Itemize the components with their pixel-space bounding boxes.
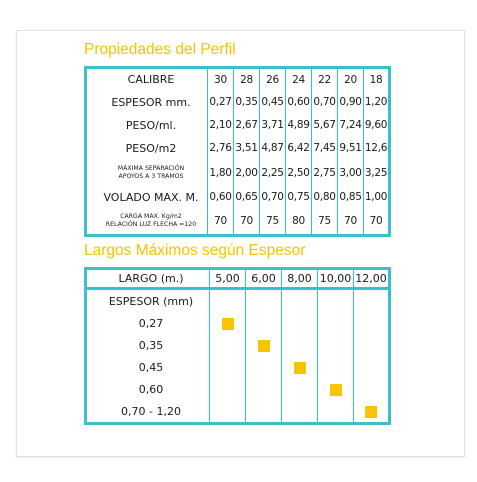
span-cell	[282, 356, 318, 378]
span-cell	[246, 400, 282, 424]
profile-cell: 9,60	[364, 114, 390, 137]
profile-cell: 3,25	[364, 160, 390, 186]
profile-cell: 0,65	[234, 186, 260, 209]
span-cell	[318, 289, 354, 313]
profile-row-label-line: RELACIÓN LUZ FLECHA =120	[105, 221, 197, 229]
profile-cell: 0,70	[260, 186, 286, 209]
span-cell	[246, 334, 282, 356]
span-cell	[318, 400, 354, 424]
profile-row-label-line: VOLADO MAX. M.	[103, 190, 199, 204]
span-cell	[282, 400, 318, 424]
profile-cell: 2,00	[234, 160, 260, 186]
span-cell	[210, 312, 246, 334]
span-cell	[210, 356, 246, 378]
profile-row-label-line: CALIBRE	[127, 73, 175, 87]
profile-row-label	[86, 137, 208, 160]
max-span-heading: Largos Máximos según Espesor	[84, 242, 306, 259]
profile-row	[86, 137, 390, 160]
profile-cell: 75	[312, 209, 338, 236]
profile-cell: 0,85	[338, 186, 364, 209]
profile-cell: 2,50	[286, 160, 312, 186]
profile-cell: 80	[286, 209, 312, 236]
max-span-marker	[258, 340, 270, 352]
max-span-marker	[294, 362, 306, 374]
profile-cell: 5,67	[312, 114, 338, 137]
profile-properties-heading: Propiedades del Perfil	[84, 41, 236, 58]
profile-cell: 4,87	[260, 137, 286, 160]
thickness-label: 0,35	[138, 338, 164, 352]
profile-row	[86, 114, 390, 137]
profile-cell: 0,45	[260, 91, 286, 114]
thickness-row	[86, 356, 390, 378]
profile-cell: 2,10	[208, 114, 234, 137]
profile-properties-table	[84, 66, 391, 237]
profile-cell: 0,80	[312, 186, 338, 209]
profile-cell: 1,00	[364, 186, 390, 209]
profile-cell: 70	[234, 209, 260, 236]
profile-cell: 0,70	[312, 91, 338, 114]
profile-row-label	[86, 114, 208, 137]
thickness-label: 0,70 - 1,20	[121, 404, 181, 418]
profile-cell: 2,67	[234, 114, 260, 137]
profile-cell: 18	[364, 68, 390, 91]
thickness-row	[86, 400, 390, 424]
thickness-subheader: ESPESOR (mm)	[108, 294, 194, 308]
profile-row-label	[86, 160, 208, 186]
span-cell	[210, 400, 246, 424]
span-cell	[246, 289, 282, 313]
thickness-label: 0,27	[138, 316, 164, 330]
profile-cell: 0,60	[286, 91, 312, 114]
profile-cell: 2,25	[260, 160, 286, 186]
span-header-label: LARGO (m.)	[86, 269, 210, 289]
max-span-marker	[330, 384, 342, 396]
profile-cell: 3,71	[260, 114, 286, 137]
max-span-table	[84, 267, 391, 425]
max-span-marker	[365, 406, 377, 418]
thickness-row	[86, 334, 390, 356]
profile-cell: 4,89	[286, 114, 312, 137]
span-header-row	[86, 269, 390, 289]
span-cell	[318, 312, 354, 334]
profile-row-label-line: PESO/ml.	[125, 118, 177, 132]
profile-row-label-line: APOYOS A 3 TRAMOS	[118, 172, 184, 180]
span-cell	[210, 378, 246, 400]
max-span-marker	[222, 318, 234, 330]
profile-cell: 30	[208, 68, 234, 91]
profile-cell: 22	[312, 68, 338, 91]
profile-cell: 2,75	[312, 160, 338, 186]
span-length-header: 6,00	[246, 269, 282, 289]
profile-cell: 6,42	[286, 137, 312, 160]
span-cell	[354, 289, 390, 313]
profile-cell: 12,6	[364, 137, 390, 160]
profile-row	[86, 91, 390, 114]
span-cell	[354, 378, 390, 400]
profile-cell: 70	[208, 209, 234, 236]
profile-cell: 0,60	[208, 186, 234, 209]
profile-cell: 9,51	[338, 137, 364, 160]
profile-row-label-line: MÁXIMA SEPARACIÓN	[117, 164, 185, 172]
span-cell	[210, 334, 246, 356]
profile-cell: 20	[338, 68, 364, 91]
profile-row	[86, 186, 390, 209]
profile-row	[86, 209, 390, 236]
span-cell	[318, 356, 354, 378]
span-cell	[246, 356, 282, 378]
profile-cell: 70	[364, 209, 390, 236]
profile-row	[86, 160, 390, 186]
profile-cell: 24	[286, 68, 312, 91]
profile-row-label-line: CARGA MAX. Kg/m2	[120, 213, 182, 221]
profile-row-label	[86, 91, 208, 114]
span-length-header: 8,00	[282, 269, 318, 289]
span-cell	[282, 378, 318, 400]
profile-row-label	[86, 209, 208, 236]
span-length-header: 5,00	[210, 269, 246, 289]
profile-cell: 28	[234, 68, 260, 91]
profile-cell: 0,35	[234, 91, 260, 114]
profile-cell: 75	[260, 209, 286, 236]
span-cell	[210, 289, 246, 313]
profile-cell: 26	[260, 68, 286, 91]
profile-cell: 1,80	[208, 160, 234, 186]
profile-cell: 3,51	[234, 137, 260, 160]
span-cell	[354, 400, 390, 424]
span-cell	[354, 312, 390, 334]
profile-cell: 70	[338, 209, 364, 236]
span-cell	[246, 312, 282, 334]
thickness-label: 0,60	[138, 382, 164, 396]
profile-row	[86, 68, 390, 91]
span-cell	[282, 289, 318, 313]
profile-row-label	[86, 68, 208, 91]
thickness-subheader-row	[86, 289, 390, 313]
thickness-row	[86, 378, 390, 400]
span-cell	[354, 334, 390, 356]
span-cell	[282, 312, 318, 334]
profile-cell: 3,00	[338, 160, 364, 186]
profile-row-label-line: ESPESOR mm.	[111, 95, 191, 109]
profile-cell: 1,20	[364, 91, 390, 114]
profile-cell: 0,90	[338, 91, 364, 114]
span-cell	[318, 378, 354, 400]
profile-row-label-line: PESO/m2	[125, 141, 177, 155]
profile-cell: 7,24	[338, 114, 364, 137]
span-length-header: 10,00	[318, 269, 354, 289]
span-cell	[318, 334, 354, 356]
profile-cell: 0,27	[208, 91, 234, 114]
profile-row-label	[86, 186, 208, 209]
profile-cell: 0,75	[286, 186, 312, 209]
span-length-header: 12,00	[354, 269, 390, 289]
span-cell	[246, 378, 282, 400]
span-cell	[354, 356, 390, 378]
profile-cell: 2,76	[208, 137, 234, 160]
thickness-row	[86, 312, 390, 334]
span-cell	[282, 334, 318, 356]
profile-cell: 7,45	[312, 137, 338, 160]
thickness-label: 0,45	[138, 360, 164, 374]
